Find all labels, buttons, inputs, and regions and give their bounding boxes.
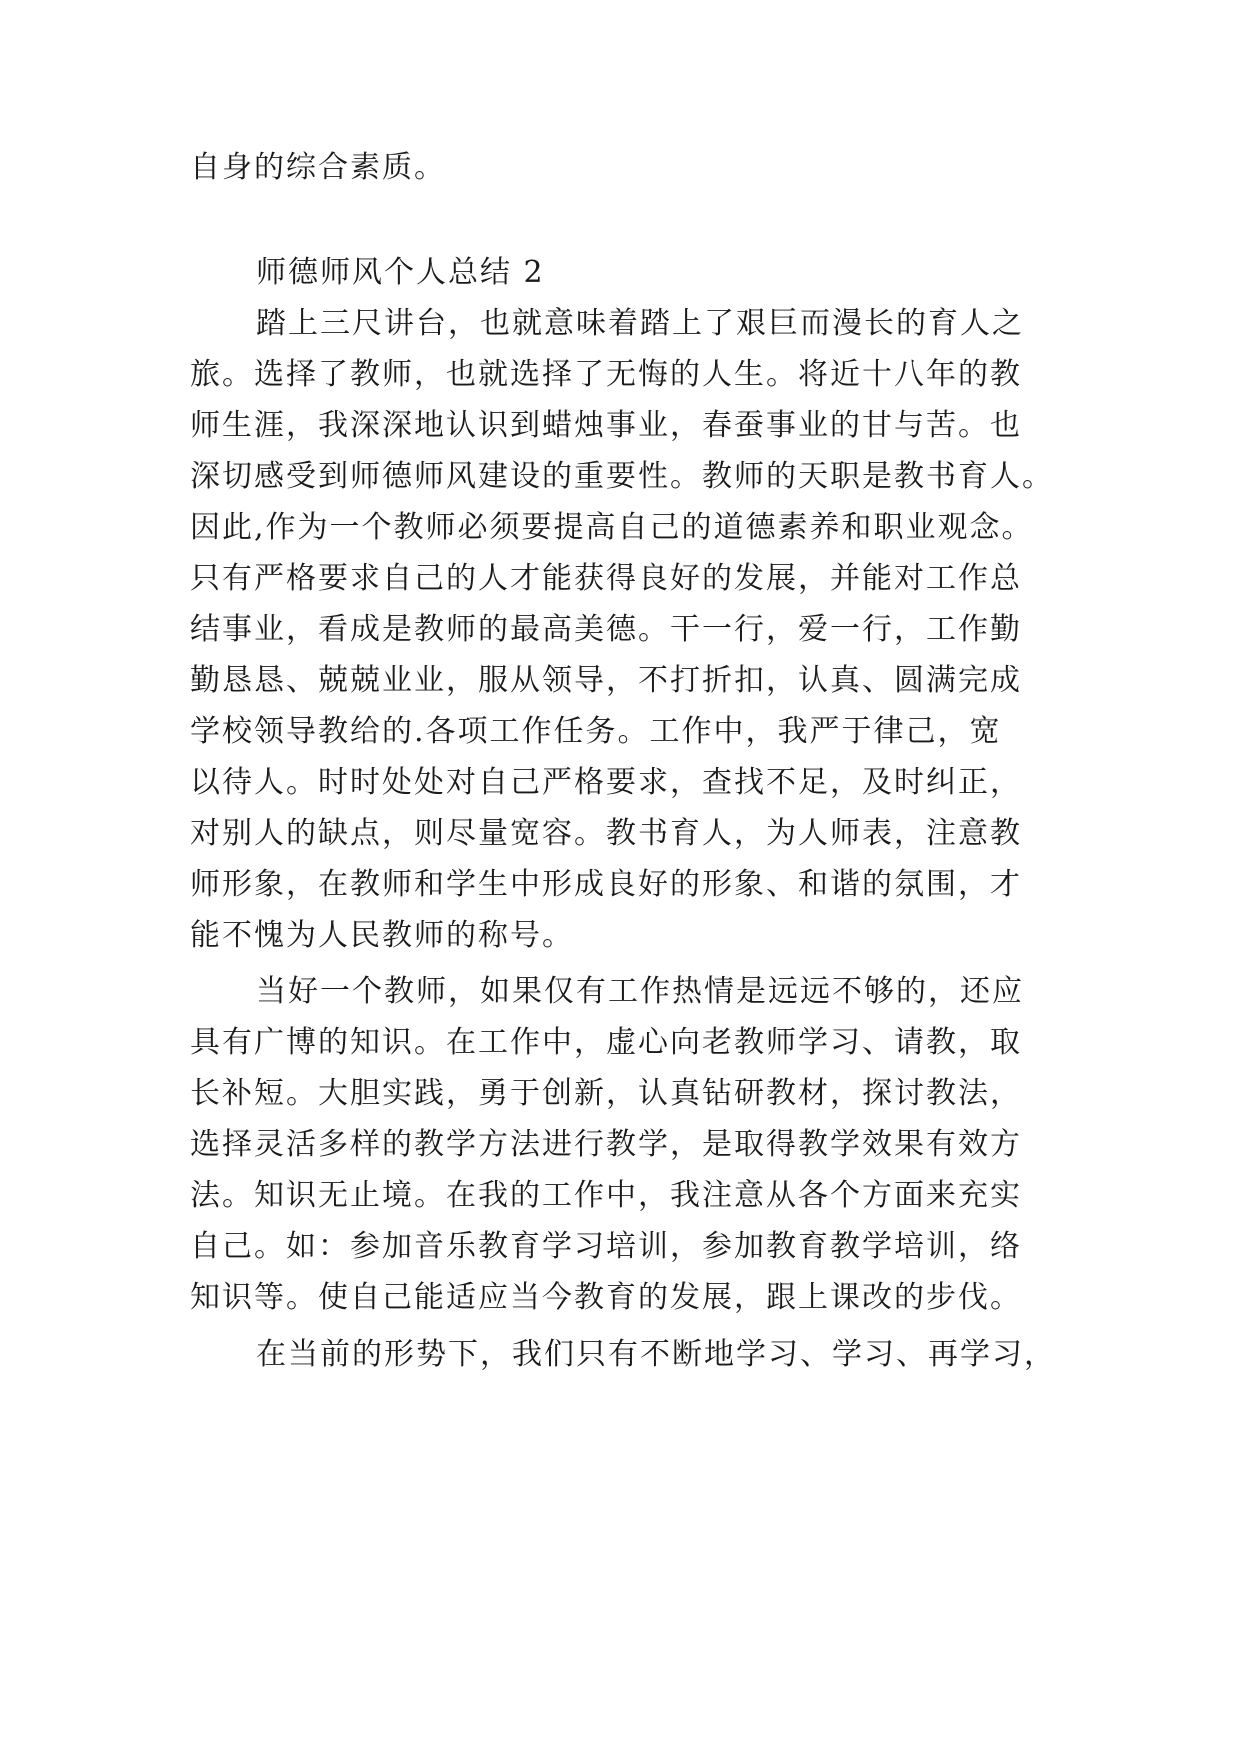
paragraph-line: 在当前的形势下，我们只有不断地学习、学习、再学习， (256, 1337, 1056, 1372)
paragraph-line: 长补短。大胆实践，勇于创新，认真钻研教材，探讨教法， (190, 1076, 1022, 1111)
paragraph-line: 具有广博的知识。在工作中，虚心向老教师学习、请教，取 (190, 1025, 1022, 1060)
paragraph-line: 能不愧为人民教师的称号。 (190, 918, 574, 953)
paragraph-line: 法。知识无止境。在我的工作中，我注意从各个方面来充实 (190, 1178, 1022, 1213)
paragraph-line: 踏上三尺讲台，也就意味着踏上了艰巨而漫长的育人之 (256, 306, 1024, 341)
section-title: 师德师风个人总结 2 (256, 255, 545, 290)
paragraph-line: 师生涯，我深深地认识到蜡烛事业，春蚕事业的甘与苦。也 (190, 408, 1022, 443)
paragraph-line: 自己。如：参加音乐教育学习培训，参加教育教学培训，络 (190, 1229, 1022, 1264)
paragraph-line: 结事业，看成是教师的最高美德。干一行，爱一行，工作勤 (190, 612, 1022, 647)
paragraph-line: 选择灵活多样的教学方法进行教学，是取得教学效果有效方 (190, 1127, 1022, 1162)
paragraph-line: 勤恳恳、兢兢业业，服从领导，不打折扣，认真、圆满完成 (190, 663, 1022, 698)
paragraph-line: 深切感受到师德师风建设的重要性。教师的天职是教书育人。 (190, 459, 1054, 494)
paragraph-line: 当好一个教师，如果仅有工作热情是远远不够的，还应 (256, 974, 1024, 1009)
paragraph-line: 知识等。使自己能适应当今教育的发展，跟上课改的步伐。 (190, 1280, 1022, 1315)
paragraph-line: 因此,作为一个教师必须要提高自己的道德素养和职业观念。 (190, 510, 1034, 545)
paragraph-line: 学校领导教给的.各项工作任务。工作中，我严于律己，宽 (190, 714, 1002, 749)
intro-tail-line: 自身的综合素质。 (190, 150, 446, 185)
paragraph-line: 师形象，在教师和学生中形成良好的形象、和谐的氛围，才 (190, 867, 1022, 902)
paragraph-line: 对别人的缺点，则尽量宽容。教书育人，为人师表，注意教 (190, 816, 1022, 851)
paragraph-line: 只有严格要求自己的人才能获得良好的发展，并能对工作总 (190, 561, 1022, 596)
paragraph-line: 旅。选择了教师，也就选择了无悔的人生。将近十八年的教 (190, 357, 1022, 392)
paragraph-line: 以待人。时时处处对自己严格要求，查找不足，及时纠正， (190, 765, 1022, 800)
